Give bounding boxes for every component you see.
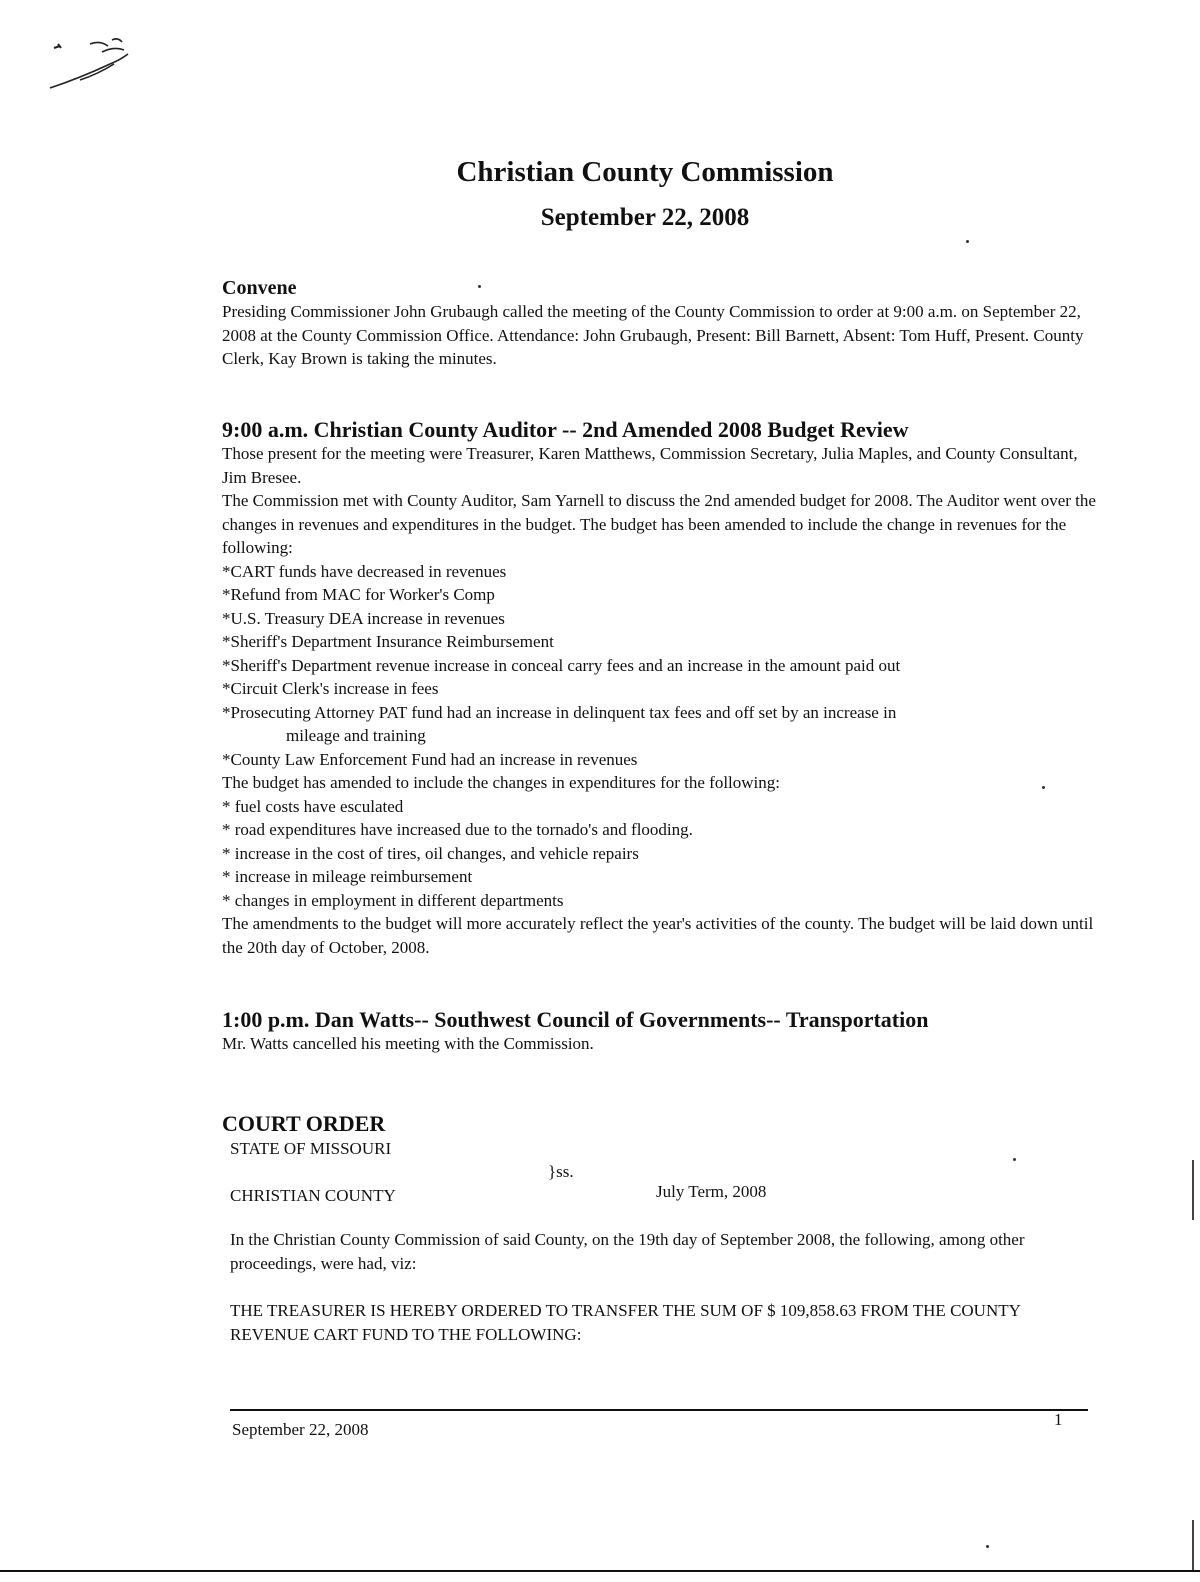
auditor-intro: The Commission met with County Auditor, Sam Yarnell to discuss the 2nd amended budget for 2008. The Auditor went over the changes in revenues and expenditures in the budget. The budget has been amended to include the change in revenues for the following: [222, 491, 1096, 557]
convene-heading: Convene [222, 277, 297, 299]
convene-text: Presiding Commissioner John Grubaugh called the meeting of the County Commission to order at 9:00 a.m. on September 22, 2008 at the County Commission Office. Attendance: John Grubaugh, Present: Bill Barnett, Absent: Tom Huff, Present. County Clerk, Kay Brown is taking the minutes. [222, 302, 1084, 368]
court-order-section [222, 1112, 1102, 1136]
expenditure-item: * road expenditures have increased due to the tornado's and flooding. [222, 820, 693, 839]
court-order-term: July Term, 2008 [656, 1182, 767, 1201]
scan-speck [1013, 1158, 1016, 1161]
revenue-item-continued: mileage and training [286, 726, 426, 745]
revenue-item: *County Law Enforcement Fund had an increase in revenues [222, 749, 638, 769]
watts-section [222, 1008, 1102, 1056]
page-edge [1192, 1520, 1194, 1570]
revenue-item: *Sheriff's Department Insurance Reimbursement [222, 632, 554, 651]
watts-heading: 1:00 p.m. Dan Watts-- Southwest Council of Governments-- Transportation [222, 1007, 929, 1032]
auditor-closing: The amendments to the budget will more accurately reflect the year's activities of the county. The budget will be laid down until the 20th day of October, 2008. [222, 914, 1094, 957]
court-order-ss: }ss. [548, 1162, 574, 1181]
auditor-heading: 9:00 a.m. Christian County Auditor -- 2nd Amended 2008 Budget Review [222, 417, 909, 442]
convene-section [222, 276, 1102, 371]
expenditure-item: * fuel costs have esculated [222, 796, 404, 816]
court-order-body [230, 1228, 1070, 1346]
revenue-item: *U.S. Treasury DEA increase in revenues [222, 608, 505, 628]
revenue-item: *Refund from MAC for Worker's Comp [222, 585, 495, 604]
page-number: 1 [1054, 1410, 1063, 1429]
expenditure-item: * increase in mileage reimbursement [222, 867, 473, 886]
court-order-county: CHRISTIAN COUNTY [230, 1186, 396, 1205]
court-order-proceedings: In the Christian County Commission of said County, on the 19th day of September 2008, the following, among other proceedings, were had, viz: [230, 1230, 1025, 1273]
scan-speck [986, 1545, 989, 1548]
page-title: Christian County Commission [456, 156, 834, 188]
scan-speck [966, 240, 969, 243]
expenditure-item: * changes in employment in different departments [222, 890, 564, 910]
court-order-heading: COURT ORDER [222, 1111, 386, 1136]
page-edge [0, 1570, 1200, 1572]
footer-divider [230, 1409, 1088, 1411]
page-date: September 22, 2008 [540, 204, 750, 231]
expenditure-item: * increase in the cost of tires, oil changes, and vehicle repairs [222, 843, 639, 863]
footer-date: September 22, 2008 [232, 1420, 369, 1439]
court-order-state: STATE OF MISSOURI [230, 1139, 392, 1158]
page-edge [1192, 1160, 1194, 1220]
revenue-item: *Prosecuting Attorney PAT fund had an increase in delinquent tax fees and off set by an increase in [222, 702, 897, 722]
court-order-text: THE TREASURER IS HEREBY ORDERED TO TRANSFER THE SUM OF $ 109,858.63 FROM THE COUNTY REVENUE CART FUND TO THE FOLLOWING: [230, 1301, 1021, 1344]
revenue-item: *CART funds have decreased in revenues [222, 561, 507, 581]
handwritten-mark [40, 30, 150, 100]
revenue-item: *Sheriff's Department revenue increase in conceal carry fees and an increase in the amount paid out [222, 655, 901, 675]
auditor-present: Those present for the meeting were Treasurer, Karen Matthews, Commission Secretary, Julia Maples, and County Consultant, Jim Bresee. [222, 444, 1078, 487]
revenue-item: *Circuit Clerk's increase in fees [222, 679, 439, 698]
watts-text: Mr. Watts cancelled his meeting with the Commission. [222, 1034, 594, 1053]
auditor-section [222, 418, 1102, 959]
expenditure-intro: The budget has amended to include the changes in expenditures for the following: [222, 773, 781, 792]
